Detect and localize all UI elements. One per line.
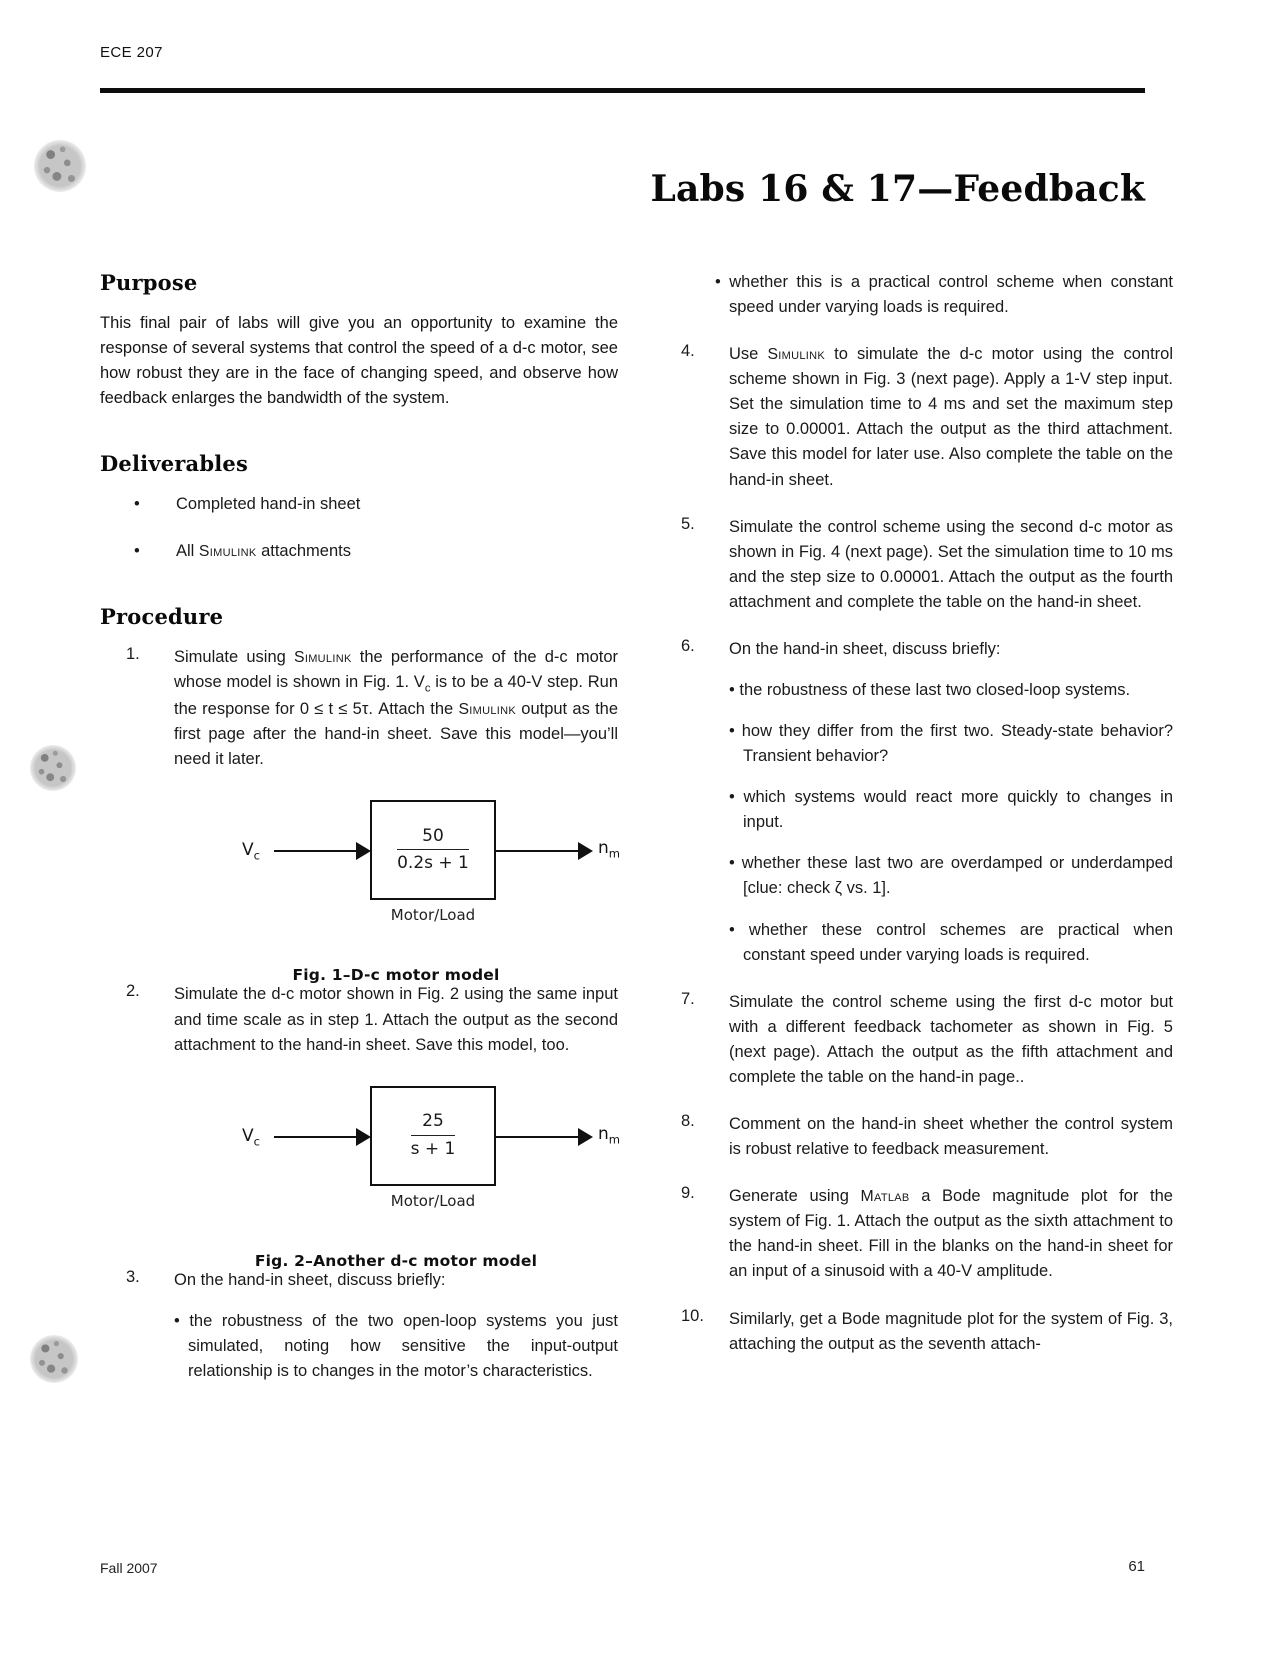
procedure-step-7 bbox=[655, 990, 1173, 1090]
output-signal-label: $n_m$ bbox=[598, 838, 621, 861]
subbullet-item: • how they differ from the first two. Steady-state behavior? Transient behavior? bbox=[729, 722, 1173, 766]
subbullet-item: • whether these last two are overdamped or underdamped [clue: check ζ vs. 1]. bbox=[729, 854, 1173, 898]
deliverables-heading: Deliverables bbox=[100, 451, 249, 477]
step-text: Comment on the hand-in sheet whether the control system is robust relative to feedback measurement. bbox=[729, 1115, 1173, 1159]
right-column bbox=[655, 270, 1173, 1379]
step-text: Generate using Matlab a Bode magnitude plot for the system of Fig. 1. Attach the output as the sixth attachment to the hand-in sheet. Fill in the blanks on the hand-in sheet for an input of a sinusoid with a 40-V amplitude. bbox=[729, 1187, 1173, 1281]
footer-page-number: 61 bbox=[1128, 1558, 1145, 1575]
list-item-label-post: attachments bbox=[256, 542, 351, 561]
smallcaps-simulink: Simulink bbox=[294, 648, 352, 666]
step-text: On the hand-in sheet, discuss briefly: bbox=[729, 639, 1001, 658]
step-text: Simulate the control scheme using the second d-c motor as shown in Fig. 4 (next page). Set the simulation time to 10 ms and the step size to 0.00001. Attach the output as the fourth attachment and complete the table on the hand-in sheet. bbox=[729, 517, 1173, 611]
input-wire bbox=[274, 850, 366, 852]
header-rule bbox=[100, 88, 1145, 93]
scan-artifact-speckle bbox=[34, 140, 86, 192]
transfer-function-block bbox=[370, 1086, 496, 1186]
step-number: 8. bbox=[681, 1112, 695, 1131]
step-number: 3. bbox=[126, 1267, 140, 1286]
procedure-step-9 bbox=[655, 1184, 1173, 1284]
subbullet-item: • the robustness of these last two closed-loop systems. bbox=[729, 681, 1131, 700]
list-item bbox=[100, 539, 618, 564]
transfer-function bbox=[411, 1111, 456, 1160]
step-text: Simulate the d-c motor shown in Fig. 2 using the same input and time scale as in step 1. Attach the output as the second attachment to the hand-in sheet. Save this model, too. bbox=[174, 985, 618, 1054]
output-wire bbox=[496, 1136, 588, 1138]
procedure-step-8 bbox=[655, 1112, 1173, 1162]
transfer-function bbox=[397, 826, 469, 875]
procedure-step-2 bbox=[100, 982, 621, 1270]
subbullet-item: • which systems would react more quickly to changes in input. bbox=[729, 788, 1173, 832]
block-label: Motor/Load bbox=[390, 906, 476, 925]
left-column bbox=[100, 270, 621, 1406]
step-number: 7. bbox=[681, 989, 695, 1008]
output-signal-label: $n_m$ bbox=[598, 1123, 621, 1147]
block-label: Motor/Load bbox=[390, 1191, 476, 1210]
bullet-icon: • bbox=[134, 495, 140, 514]
step-number: 9. bbox=[681, 1184, 695, 1203]
figure-1-diagram bbox=[174, 790, 621, 925]
procedure-step-3 bbox=[100, 1268, 618, 1384]
denominator: 0.2s + 1 bbox=[397, 853, 469, 874]
arrow-icon bbox=[356, 842, 371, 860]
list-item-label-pre: All bbox=[176, 542, 199, 561]
step-number: 10. bbox=[681, 1306, 704, 1325]
procedure-step-10 bbox=[655, 1307, 1173, 1357]
step-6-subbullets bbox=[729, 678, 1173, 968]
bullet-icon: • bbox=[134, 542, 140, 561]
scan-artifact-speckle bbox=[30, 1335, 78, 1383]
input-wire bbox=[274, 1136, 366, 1138]
step-3-subbullets bbox=[174, 1309, 618, 1384]
smallcaps-simulink: Simulink bbox=[458, 701, 517, 719]
continued-subbullet: • whether this is a practical control scheme when constant speed under varying loads is required. bbox=[715, 273, 1173, 317]
transfer-function-block bbox=[370, 800, 496, 900]
step-number: 2. bbox=[126, 982, 140, 1001]
procedure-heading: Procedure bbox=[100, 603, 224, 629]
numerator: 25 bbox=[411, 1111, 456, 1135]
step-number: 5. bbox=[681, 514, 695, 533]
step-number: 6. bbox=[681, 636, 695, 655]
procedure-step-list-right bbox=[655, 342, 1173, 1357]
numerator: 50 bbox=[397, 826, 469, 850]
subbullet-item: • the robustness of the two open-loop systems you just simulated, noting how sensitive the input-output relationship is to changes in the motor’s characteristics. bbox=[174, 1311, 618, 1380]
footer-term: Fall 2007 bbox=[100, 1560, 158, 1576]
procedure-step-5 bbox=[655, 515, 1173, 615]
arrow-icon bbox=[578, 1128, 593, 1146]
page-title: Labs 16 & 17—Feedback bbox=[650, 168, 1145, 210]
step-text: On the hand-in sheet, discuss briefly: bbox=[174, 1270, 446, 1289]
step-number: 4. bbox=[681, 342, 695, 361]
smallcaps-simulink: Simulink bbox=[198, 543, 257, 561]
step-number: 1. bbox=[126, 644, 140, 663]
arrow-icon bbox=[578, 842, 593, 860]
input-signal-label: $V_c$ bbox=[242, 840, 260, 863]
figure-2-diagram bbox=[174, 1076, 621, 1210]
input-signal-label: $V_c$ bbox=[242, 1125, 260, 1149]
step-text: Use Simulink to simulate the d-c motor using the control scheme shown in Fig. 3 (next page). Apply a 1-V step input. Set the simulation time to 4 ms and set the maximum step size to 0.00001. Attach the output as the third attachment. Save this model for later use. Also complete the table on the hand-in sheet. bbox=[729, 345, 1173, 489]
step-text: Similarly, get a Bode magnitude plot for the system of Fig. 3, attaching the output as the seventh attach- bbox=[729, 1309, 1173, 1353]
procedure-step-1 bbox=[100, 644, 621, 985]
procedure-step-6 bbox=[655, 637, 1173, 968]
purpose-paragraph: This final pair of labs will give you an opportunity to examine the response of several systems that control the speed of a d-c motor, see how robust they are in the face of changing speed, and observe how feedback enlarges the bandwidth of the system. bbox=[100, 314, 618, 408]
purpose-heading: Purpose bbox=[100, 270, 198, 295]
figure-1 bbox=[174, 790, 621, 985]
denominator: s + 1 bbox=[410, 1138, 456, 1159]
procedure-step-list-left bbox=[100, 644, 621, 1384]
subbullet-item: • whether these control schemes are practical when constant speed under varying loads is required. bbox=[729, 920, 1173, 964]
step-text: Simulate using Simulink the performance of the d-c motor whose model is shown in Fig. 1. $V_c$ is to be a 40-V step. Run the response for 0 ≤ t ≤ 5τ. Attach the Simulink output as the first page after the hand-in sheet. Save this model—you’ll need it later. bbox=[174, 647, 619, 769]
step-text: Simulate the control scheme using the first d-c motor but with a different feedback tachometer as shown in Fig. 5 (next page). Attach the output as the fifth attachment and complete the table on the hand-in page.. bbox=[729, 992, 1173, 1086]
figure-2 bbox=[174, 1076, 621, 1270]
smallcaps-simulink: Simulink bbox=[767, 346, 826, 364]
arrow-icon bbox=[356, 1128, 371, 1146]
list-item bbox=[100, 492, 618, 517]
output-wire bbox=[496, 850, 588, 852]
figure-caption: Fig. 1–D-c motor model bbox=[292, 966, 500, 985]
scan-artifact-speckle bbox=[30, 745, 76, 791]
list-item-label: Completed hand-in sheet bbox=[176, 495, 361, 514]
smallcaps-matlab: Matlab bbox=[860, 1188, 910, 1206]
running-head-course: ECE 207 bbox=[100, 44, 163, 61]
figure-caption: Fig. 2–Another d-c motor model bbox=[254, 1251, 538, 1270]
subscript-c: c bbox=[424, 682, 431, 695]
procedure-step-4 bbox=[655, 342, 1173, 492]
deliverables-list bbox=[100, 492, 618, 564]
